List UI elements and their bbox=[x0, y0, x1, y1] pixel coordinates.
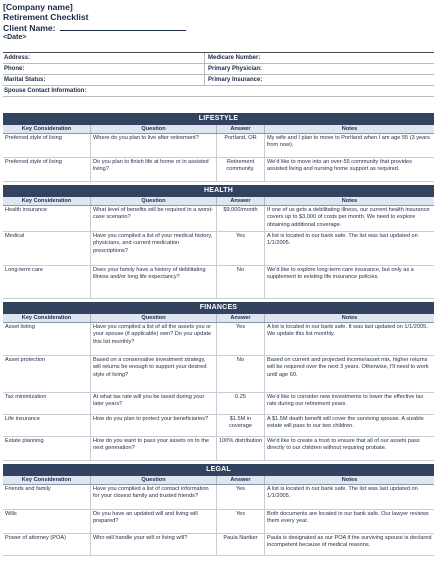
section-header-lifestyle: LIFESTYLE bbox=[3, 113, 434, 125]
cell-question: Where do you plan to live after retirement? bbox=[91, 134, 217, 157]
cell-answer[interactable]: Portland, OR bbox=[217, 134, 265, 157]
cell-key: Medical bbox=[3, 232, 91, 265]
cell-key: Estate planning bbox=[3, 437, 91, 460]
table-row bbox=[3, 356, 434, 393]
cell-notes[interactable]: We'd like to create a trust to ensure that all of our assets pass directly to our children without requiring probate. bbox=[267, 438, 420, 452]
column-header-question: Question bbox=[91, 476, 217, 484]
cell-question: Do you have an updated will and living will prepared? bbox=[91, 510, 217, 533]
column-header-answer: Answer bbox=[217, 197, 265, 205]
column-header-notes: Notes bbox=[341, 315, 358, 321]
client-info-grid bbox=[3, 52, 434, 97]
cell-question: Does your family have a history of debilitating illness and/or long life expectancy? bbox=[91, 266, 217, 298]
cell-answer[interactable]: 100% distribution bbox=[217, 437, 265, 460]
cell-answer[interactable]: No bbox=[217, 266, 265, 298]
table-row bbox=[3, 206, 434, 232]
cell-notes[interactable]: A list is located in our bank safe. The list was last updated on 1/1/2005. bbox=[267, 486, 418, 500]
cell-notes[interactable]: Paula is designated as our POA if the surviving spouse is declared incompetent because of medical reasons. bbox=[267, 535, 432, 549]
column-header-answer: Answer bbox=[217, 476, 265, 484]
client-name-field[interactable] bbox=[60, 23, 186, 31]
date-placeholder: <Date> bbox=[3, 34, 27, 42]
cell-question: Based on a conservative investment strategy, will returns be enough to support your desired style of living? bbox=[91, 356, 217, 392]
cell-question: Have you compiled a list of contact information for your closest family and trusted friends? bbox=[91, 485, 217, 509]
cell-question: Have you compiled a list of your medical history, physicians, and current medication prescriptions? bbox=[91, 232, 217, 265]
cell-key: Life insurance bbox=[3, 415, 91, 436]
cell-question: How do you want to pass your assets on to the next generation? bbox=[91, 437, 217, 460]
column-header-question: Question bbox=[91, 125, 217, 133]
cell-answer[interactable]: Yes bbox=[217, 323, 265, 355]
cell-notes[interactable]: If one of us gets a debilitating illness, our current health insurance covers up to $3,000 of costs per month. We need to explore obtaining additional coverage. bbox=[267, 207, 430, 228]
cell-question: Have you compiled a list of all the assets you or your spouse (if applicable) own? Do you update this list monthly? bbox=[91, 323, 217, 355]
section-header-health: HEALTH bbox=[3, 185, 434, 197]
phone-label: Phone: bbox=[3, 64, 205, 74]
cell-key: Preferred style of living bbox=[3, 158, 91, 181]
cell-answer[interactable]: $1.5M in coverage bbox=[217, 415, 265, 436]
table-row bbox=[3, 134, 434, 158]
cell-key: Tax minimization bbox=[3, 393, 91, 414]
insurance-label: Primary Insurance: bbox=[208, 77, 263, 83]
cell-notes[interactable]: We'd like to explore long-term care insurance, but only as a supplement to existing life insurance policies. bbox=[267, 267, 414, 281]
spouse-contact-label: Spouse Contact Information: bbox=[4, 88, 87, 94]
column-header-question: Question bbox=[91, 314, 217, 322]
physician-label: Primary Physician: bbox=[208, 66, 263, 72]
cell-question: Who will handle your will or living will? bbox=[91, 534, 217, 555]
table-row bbox=[3, 393, 434, 415]
column-headers bbox=[3, 125, 434, 134]
company-name: [Company name] bbox=[3, 2, 73, 12]
cell-key: Health insurance bbox=[3, 206, 91, 231]
cell-key: Asset protection bbox=[3, 356, 91, 392]
checklist-table bbox=[3, 110, 434, 556]
table-row bbox=[3, 158, 434, 182]
table-row bbox=[3, 485, 434, 510]
address-label: Address: bbox=[3, 53, 205, 63]
column-headers bbox=[3, 197, 434, 206]
cell-notes[interactable]: We'd like to consider new investments to lower the effective tax rate during our retirement years. bbox=[267, 394, 424, 408]
cell-notes[interactable]: We'd like to move into an over-55 community that provides assisted living and nursing home support as required. bbox=[267, 159, 412, 173]
client-name-label: Client Name: bbox=[3, 22, 56, 33]
table-row bbox=[3, 534, 434, 556]
cell-key: Long-term care bbox=[3, 266, 91, 298]
section-header-finances: FINANCES bbox=[3, 302, 434, 314]
cell-answer[interactable]: 0.25 bbox=[217, 393, 265, 414]
table-row bbox=[3, 510, 434, 534]
cell-key: Asset listing bbox=[3, 323, 91, 355]
cell-notes[interactable]: A list is located in our bank safe. The list was last updated on 1/1/2005. bbox=[267, 233, 418, 247]
cell-answer[interactable]: No bbox=[217, 356, 265, 392]
cell-key: Friends and family bbox=[3, 485, 91, 509]
client-name-line bbox=[3, 23, 433, 33]
column-headers bbox=[3, 476, 434, 485]
table-row bbox=[3, 437, 434, 461]
cell-question: How do you plan to protect your beneficiaries? bbox=[91, 415, 217, 436]
column-header-notes: Notes bbox=[341, 126, 358, 132]
cell-question: Do you plan to finish life at home or in assisted living? bbox=[91, 158, 217, 181]
cell-answer[interactable]: Yes bbox=[217, 510, 265, 533]
cell-question: What level of benefits will be required in a worst-case scenario? bbox=[91, 206, 217, 231]
info-row-phone bbox=[3, 64, 434, 75]
column-header-answer: Answer bbox=[217, 314, 265, 322]
info-row-address bbox=[3, 53, 434, 64]
medicare-label: Medicare Number: bbox=[208, 55, 261, 61]
info-row-spouse bbox=[3, 86, 434, 97]
cell-question: At what tax rate will you be taxed during your later years? bbox=[91, 393, 217, 414]
cell-answer[interactable]: Paula Nartker bbox=[217, 534, 265, 555]
column-header-notes: Notes bbox=[341, 477, 358, 483]
column-header-key: Key Consideration bbox=[3, 197, 91, 205]
cell-answer[interactable]: Yes bbox=[217, 485, 265, 509]
table-row bbox=[3, 415, 434, 437]
document-title: Retirement Checklist bbox=[3, 12, 89, 23]
column-headers bbox=[3, 314, 434, 323]
column-header-answer: Answer bbox=[217, 125, 265, 133]
column-header-key: Key Consideration bbox=[3, 476, 91, 484]
table-row bbox=[3, 232, 434, 266]
cell-answer[interactable]: $9,000/month bbox=[217, 206, 265, 231]
table-row bbox=[3, 266, 434, 299]
column-header-notes: Notes bbox=[341, 198, 358, 204]
cell-key: Wills bbox=[3, 510, 91, 533]
table-row bbox=[3, 323, 434, 356]
column-header-key: Key Consideration bbox=[3, 314, 91, 322]
cell-notes[interactable]: Based on current and projected income/asset mix, higher returns will be required over the next 3 years. Otherwise, I'll need to work until age 60. bbox=[267, 357, 429, 378]
document-header bbox=[3, 2, 433, 44]
cell-key: Power of attorney (POA) bbox=[3, 534, 91, 555]
cell-key: Preferred style of living bbox=[3, 134, 91, 157]
info-row-marital bbox=[3, 75, 434, 86]
cell-answer[interactable]: Retirement community. bbox=[217, 158, 265, 181]
section-header-legal: LEGAL bbox=[3, 464, 434, 476]
cell-notes[interactable]: Both documents are located in our bank safe. Our lawyer reviews them every year. bbox=[267, 511, 429, 525]
cell-answer[interactable]: Yes bbox=[217, 232, 265, 265]
cell-notes[interactable]: A list is located in our bank safe. It was last updated on 1/1/2005. We update this list monthly. bbox=[267, 324, 428, 338]
column-header-question: Question bbox=[91, 197, 217, 205]
cell-notes[interactable]: My wife and I plan to move to Portland when I am age 55 (3 years from now). bbox=[267, 135, 430, 149]
marital-label: Marital Status: bbox=[3, 75, 205, 85]
cell-notes[interactable]: A $1.5M death benefit will cover the surviving spouse. A sizable estate will pass to our two children. bbox=[267, 416, 424, 430]
column-header-key: Key Consideration bbox=[3, 125, 91, 133]
